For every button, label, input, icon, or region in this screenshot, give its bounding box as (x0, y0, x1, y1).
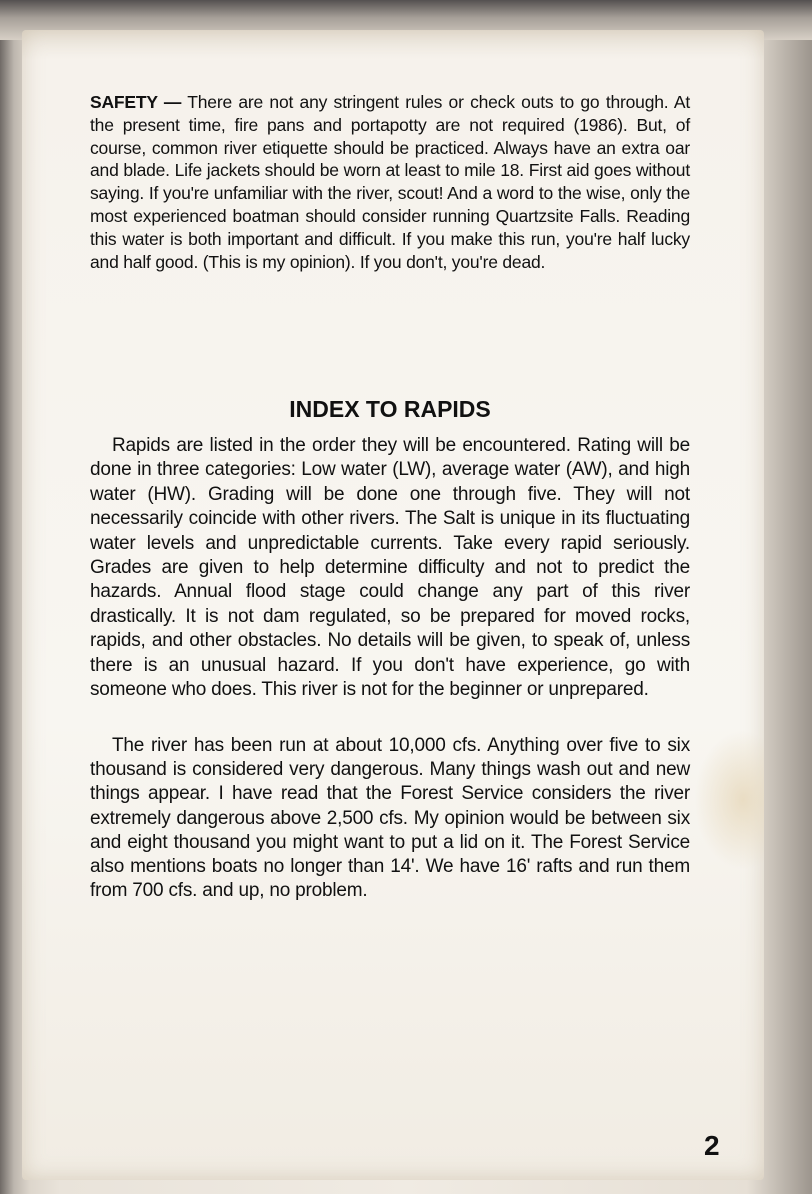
index-paragraph-2: The river has been run at about 10,000 cfs. Anything over five to six thousand is considered very dangerous. Many things wash out and new things appear. I have read that the Forest Service considers the river extremely dangerous above 2,500 cfs. My opinion would be between six and eight thousand you might want to put a lid on it. The Forest Service also mentions boats no longer than 14'. We have 16' rafts and run them from 700 cfs. and up, no problem. (90, 735, 690, 902)
safety-text: There are not any stringent rules or check outs to go through. At the present time, fire pans and portapotty are not required (1986). But, of course, common river etiquette should be practiced. Always have an extra oar and blade. Life jackets should be worn at least to mile 18. First aid goes without saying. If you're unfamiliar with the river, scout! And a word to the wise, only the most experienced boatman should consider running Quartzsite Falls. Reading this water is both important and difficult. If you make this run, you're half lucky and half good. (This is my opinion). If you don't, you're dead. (90, 92, 690, 272)
safety-label: SAFETY — (90, 92, 182, 112)
safety-paragraph (90, 91, 690, 273)
page-number: 2 (704, 1130, 720, 1161)
index-heading: INDEX TO RAPIDS (289, 396, 491, 422)
index-paragraph-1: Rapids are listed in the order they will be encountered. Rating will be done in three categories: Low water (LW), average water (AW), and high water (HW). Grading will be done one through five. They will not necessarily coincide with other rivers. The Salt is unique in its fluctuating water levels and unpredictable currents. Take every rapid seriously. Grades are given to help determine difficulty and not to predict the hazards. Annual flood stage could change any part of this river drastically. It is not dam regulated, so be prepared for moved rocks, rapids, and other obstacles. No details will be given, to speak of, unless there is an unusual hazard. If you don't have experience, go with someone who does. This river is not for the beginner or unprepared. (90, 435, 690, 701)
